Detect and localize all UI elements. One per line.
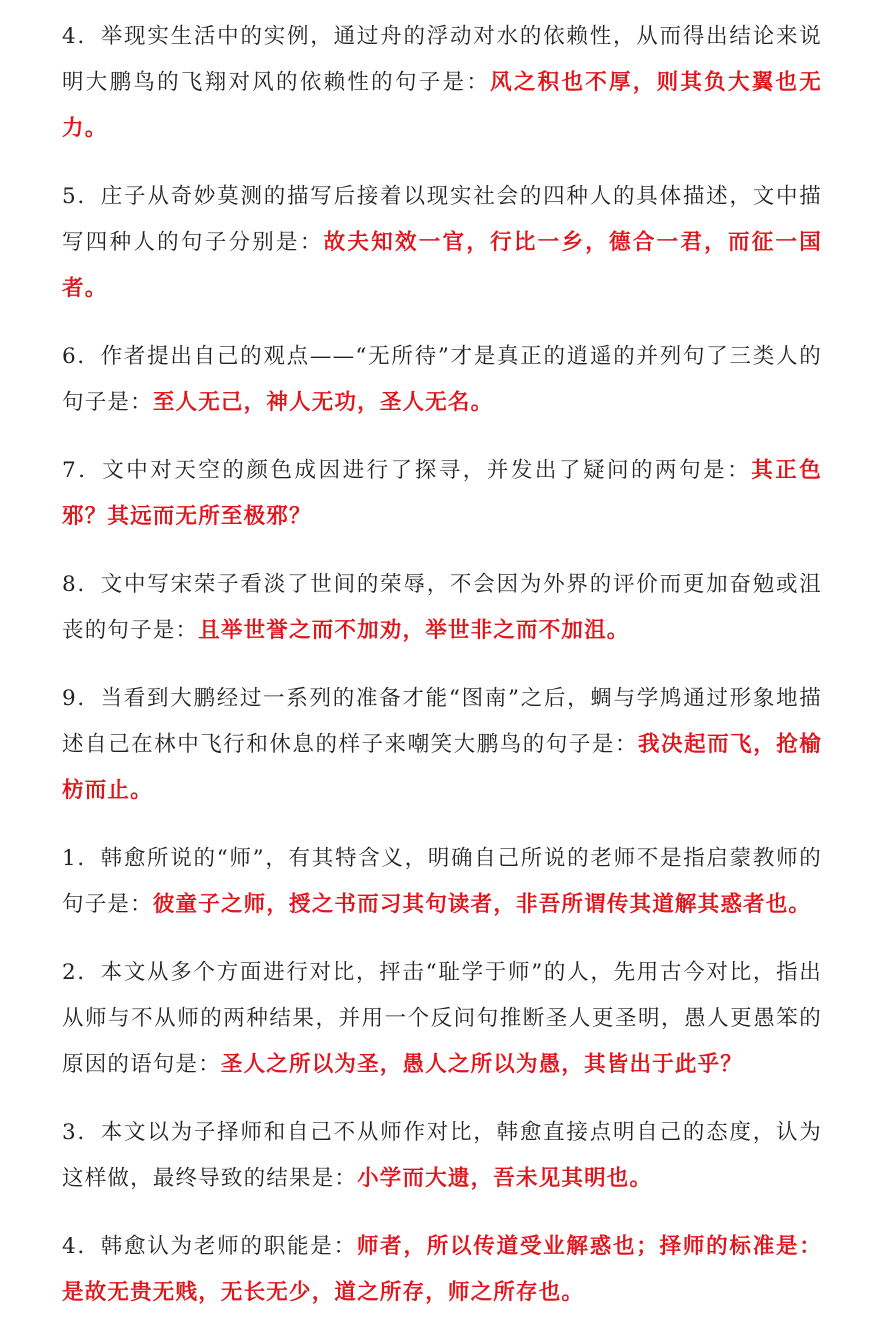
- question-text: 本文从多个方面进行对比，抨击“耻学于师”的人，先用古今对比，指出从师与不从师的两种结果，并用一个反问句推断圣人更圣明，愚人更愚笨的原因的语句是：: [62, 960, 822, 1077]
- answer-text: 师者，所以传道受业解惑也；择师的标准是：是故无贵无贱，无长无少，道之所存，师之所存也。: [62, 1234, 822, 1305]
- question-text: 作者提出自己的观点——“无所待”才是真正的逍遥的并列句了三类人的句子是：: [62, 344, 822, 415]
- question-text: 当看到大鹏经过一系列的准备才能“图南”之后，蜩与学鸠通过形象地描述自己在林中飞行和休息的样子来嘲笑大鹏鸟的句子是：: [62, 686, 822, 757]
- answer-text: 彼童子之师，授之书而习其句读者，非吾所谓传其道解其惑者也。: [152, 892, 812, 917]
- question-item: [62, 836, 822, 928]
- item-number: 3．: [62, 1120, 101, 1145]
- answer-text: 圣人之所以为圣，愚人之所以为愚，其皆出于此乎？: [220, 1052, 744, 1077]
- answer-text: 小学而大遗，吾未见其明也。: [357, 1166, 653, 1191]
- question-item: [62, 448, 822, 540]
- item-number: 8．: [62, 572, 101, 597]
- answer-text: 故夫知效一官，行比一乡，德合一君，而征一国者。: [62, 230, 823, 301]
- question-item: [62, 676, 822, 814]
- question-item: [62, 1110, 822, 1202]
- question-item: [62, 334, 822, 426]
- question-text: 韩愈认为老师的职能是：: [100, 1234, 357, 1259]
- question-text: 本文以为子择师和自己不从师作对比，韩愈直接点明自己的态度，认为这样做，最终导致的结果是：: [62, 1120, 822, 1191]
- answer-text: 我决起而飞，抢榆枋而止。: [62, 732, 822, 803]
- document-body: [62, 14, 822, 1338]
- item-number: 1．: [62, 846, 101, 871]
- item-number: 7．: [62, 458, 103, 483]
- question-item: [62, 950, 822, 1088]
- item-number: 4．: [62, 1234, 101, 1259]
- answer-text: 至人无己，神人无功，圣人无名。: [152, 390, 494, 415]
- answer-text: 风之积也不厚，则其负大翼也无力。: [62, 70, 822, 141]
- question-item: [62, 562, 822, 654]
- item-number: 5．: [62, 184, 101, 209]
- item-number: 6．: [62, 344, 101, 369]
- question-text: 庄子从奇妙莫测的描写后接着以现实社会的四种人的具体描述，文中描写四种人的句子分别是：: [62, 184, 822, 255]
- answer-text: 其正色邪？其远而无所至极邪？: [62, 458, 822, 529]
- answer-text: 且举世誉之而不加劝，举世非之而不加沮。: [198, 618, 630, 643]
- question-text: 韩愈所说的“师”，有其特含义，明确自己所说的老师不是指启蒙教师的句子是：: [62, 846, 822, 917]
- item-number: 9．: [62, 686, 101, 711]
- question-text: 举现实生活中的实例，通过舟的浮动对水的依赖性，从而得出结论来说明大鹏鸟的飞翔对风的依赖性的句子是：: [62, 24, 822, 95]
- item-number: 2．: [62, 960, 101, 985]
- question-item: [62, 174, 822, 312]
- question-item: [62, 14, 822, 152]
- question-item: [62, 1224, 822, 1316]
- question-text: 文中对天空的颜色成因进行了探寻，并发出了疑问的两句是：: [102, 458, 752, 483]
- question-text: 文中写宋荣子看淡了世间的荣辱，不会因为外界的评价而更加奋勉或沮丧的句子是：: [62, 572, 822, 643]
- item-number: 4．: [62, 24, 101, 49]
